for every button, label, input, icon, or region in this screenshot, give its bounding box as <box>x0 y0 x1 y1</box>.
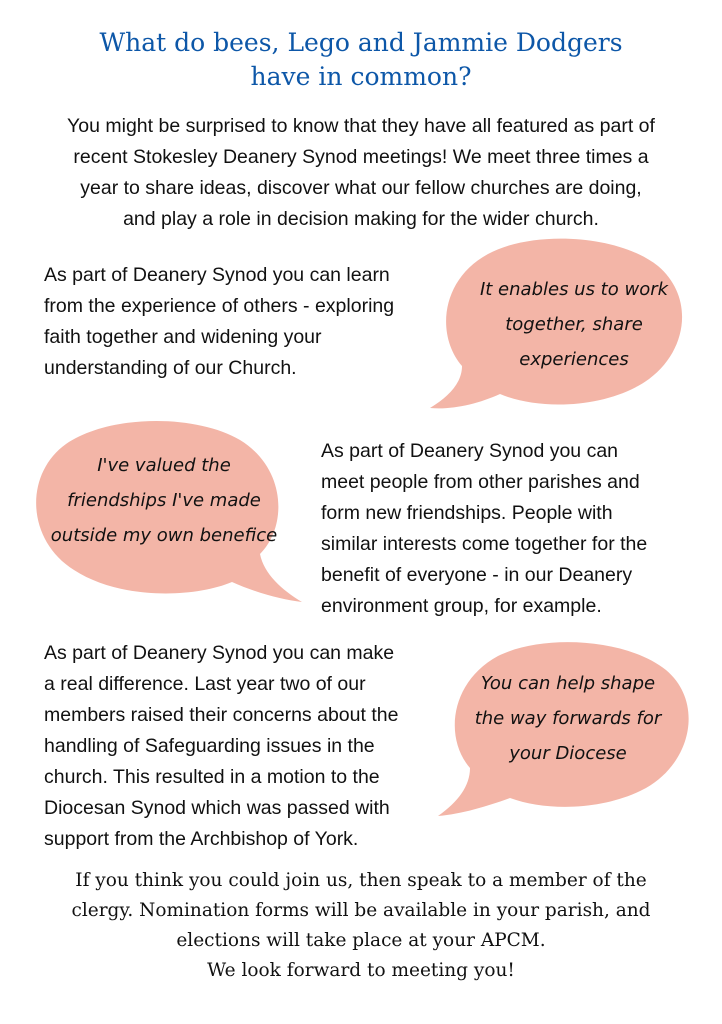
speech-bubble-3 <box>436 632 698 818</box>
section-1-line: As part of Deanery Synod you can learn <box>44 264 390 286</box>
closing-paragraph <box>0 866 722 986</box>
intro-line: year to share ideas, discover what our fellow churches are doing, <box>80 177 642 199</box>
intro-paragraph <box>20 111 702 235</box>
section-3-line: As part of Deanery Synod you can make <box>44 642 395 664</box>
section-3-line: a real difference. Last year two of our <box>44 673 366 695</box>
quote-line: friendships I've made <box>67 490 261 511</box>
section-3-line: church. This resulted in a motion to the <box>44 766 380 788</box>
section-3-line: support from the Archbishop of York. <box>44 828 359 850</box>
closing-line: elections will take place at your APCM. <box>176 930 546 951</box>
speech-bubble-1-quote <box>468 272 680 377</box>
speech-bubble-1 <box>428 228 690 414</box>
title-line-1: What do bees, Lego and Jammie Dodgers <box>99 28 623 57</box>
closing-line: We look forward to meeting you! <box>207 960 515 981</box>
speech-bubble-2 <box>30 414 306 610</box>
title-line-2: have in common? <box>250 62 472 91</box>
section-2-line: benefit of everyone - in our Deanery <box>321 564 633 586</box>
quote-line: You can help shape <box>480 673 656 694</box>
section-2-line: form new friendships. People with <box>321 502 613 524</box>
page-title <box>0 26 722 94</box>
section-3-paragraph <box>44 638 398 855</box>
section-2-line: As part of Deanery Synod you can <box>321 440 619 462</box>
intro-line: and play a role in decision making for the wider church. <box>123 208 599 230</box>
section-2-line: similar interests come together for the <box>321 533 648 555</box>
quote-line: the way forwards for <box>474 708 662 729</box>
intro-line: You might be surprised to know that they have all featured as part of <box>67 115 655 137</box>
section-1-line: from the experience of others - exploring <box>44 295 395 317</box>
section-2-line: environment group, for example. <box>321 595 602 617</box>
quote-line: experiences <box>519 349 629 370</box>
section-2-paragraph <box>321 436 647 622</box>
section-1-paragraph <box>44 260 394 384</box>
closing-line: If you think you could join us, then speak to a member of the <box>75 870 647 891</box>
section-3-line: Diocesan Synod which was passed with <box>44 797 390 819</box>
speech-bubble-3-quote <box>448 666 688 771</box>
intro-line: recent Stokesley Deanery Synod meetings! We meet three times a <box>73 146 649 168</box>
section-3-line: handling of Safeguarding issues in the <box>44 735 375 757</box>
closing-line: clergy. Nomination forms will be available in your parish, and <box>71 900 651 921</box>
quote-line: It enables us to work <box>479 279 669 300</box>
quote-line: your Diocese <box>509 743 627 764</box>
section-2-line: meet people from other parishes and <box>321 471 640 493</box>
quote-line: outside my own benefice <box>50 525 278 546</box>
quote-line: I've valued the <box>97 455 231 476</box>
speech-bubble-2-quote <box>40 448 288 553</box>
quote-line: together, share <box>505 314 643 335</box>
section-1-line: understanding of our Church. <box>44 357 297 379</box>
section-3-line: members raised their concerns about the <box>44 704 399 726</box>
section-1-line: faith together and widening your <box>44 326 322 348</box>
